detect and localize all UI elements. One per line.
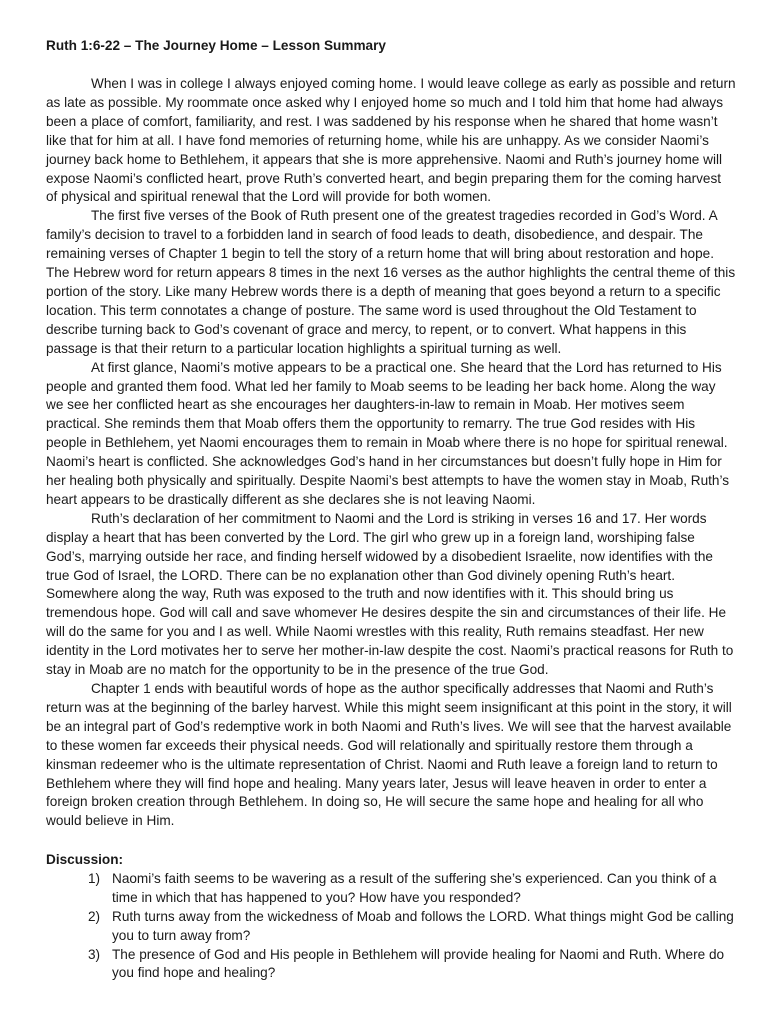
discussion-question-1: [46, 870, 736, 908]
question-text: Naomi’s faith seems to be wavering as a result of the suffering she’s experienced. Can you think of a time in which that has happened to you? How have you responded?: [112, 870, 717, 905]
document-title: Ruth 1:6-22 – The Journey Home – Lesson Summary: [46, 38, 386, 53]
discussion-question-3: [46, 946, 736, 984]
question-number: 1): [88, 870, 101, 886]
question-text: Ruth turns away from the wickedness of Moab and follows the LORD. What things might God be calling you to turn away from?: [112, 908, 734, 943]
question-number: 3): [88, 946, 101, 962]
question-text: The presence of God and His people in Bethlehem will provide healing for Naomi and Ruth. Where do you find hope and healing?: [112, 946, 725, 981]
lesson-summary-body: [46, 75, 736, 831]
discussion-question-2: [46, 908, 736, 946]
paragraph-5: Chapter 1 ends with beautiful words of hope as the author specifically addresses that Naomi and Ruth’s return was at the beginning of the barley harvest. While this might seem insignificant at this point in the story, it will be an integral part of God’s redemptive work in both Naomi and Ruth’s lives. We will see that the harvest available to these women far exceeds their physical needs. God will relationally and spiritually restore them through a kinsman redeemer who is the ultimate representation of Christ. Naomi and Ruth leave a foreign land to return to Bethlehem where they will find hope and healing. Many years later, Jesus will leave heaven in order to enter a foreign broken creation through Bethlehem. In doing so, He will secure the same hope and healing for all who would believe in Him.: [46, 681, 732, 829]
discussion-question-list: [46, 870, 736, 983]
paragraph-3: At first glance, Naomi’s motive appears to be a practical one. She heard that the Lord has returned to His people and granted them food. What led her family to Moab seems to be leading her back home. Along the way we see her conflicted heart as she encourages her daughters-in-law to remain in Moab. Her motives seem practical. She reminds them that Moab offers them the opportunity to remarry. The true God resides with His people in Bethlehem, yet Naomi encourages them to remain in Moab where there is no hope for spiritual renewal. Naomi’s heart is conflicted. She acknowledges God’s hand in her circumstances but doesn’t fully hope in Him for her healing both physically and spiritually. Despite Naomi’s best attempts to have the women stay in Moab, Ruth’s heart appears to be drastically different as she declares she is not leaving Naomi.: [46, 359, 730, 507]
paragraph-1: When I was in college I always enjoyed coming home. I would leave college as early as possible and return as late as possible. My roommate once asked why I enjoyed home so much and I told him that home had always been a place of comfort, familiarity, and rest. I was saddened by his response when he shared that home wasn’t like that for him at all. I have fond memories of returning home, while his are unhappy. As we consider Naomi’s journey back home to Bethlehem, it appears that she is more apprehensive. Naomi and Ruth’s journey home will expose Naomi’s conflicted heart, prove Ruth’s converted heart, and begin preparing them for the coming harvest of physical and spiritual renewal that the Lord will provide for both women.: [46, 76, 736, 205]
question-number: 2): [88, 908, 101, 924]
paragraph-4: Ruth’s declaration of her commitment to Naomi and the Lord is striking in verses 16 and 17. Her words display a heart that has been converted by the Lord. The girl who grew up in a foreign land, worshiping false God’s, marrying outside her race, and finding herself widowed by a disobedient Israelite, now identifies with the true God of Israel, the LORD. There can be no explanation other than God divinely opening Ruth’s heart. Somewhere along the way, Ruth was exposed to the truth and now identifies with it. This should bring us tremendous hope. God will call and save whomever He desires despite the sin and circumstances of their life. He will do the same for you and I as well. While Naomi wrestles with this reality, Ruth remains steadfast. Her new identity in the Lord motivates her to serve her mother-in-law despite the cost. Naomi’s practical reasons for Ruth to stay in Moab are no match for the opportunity to be in the presence of the true God.: [46, 510, 734, 678]
discussion-heading: Discussion:: [46, 852, 124, 867]
discussion-section: [46, 851, 736, 983]
paragraph-2: The first five verses of the Book of Ruth present one of the greatest tragedies recorded in God’s Word. A family’s decision to travel to a forbidden land in search of food leads to death, disobedience, and despair. The remaining verses of Chapter 1 begin to tell the story of a return home that will bring about restoration and hope. The Hebrew word for return appears 8 times in the next 16 verses as the author highlights the central theme of this portion of the story. Like many Hebrew words there is a depth of meaning that goes beyond a return to a specific location. This term connotates a change of posture. The same word is used throughout the Old Testament to describe turning back to God’s covenant of grace and mercy, to repent, or to convert. What happens in this passage is that their return to a particular location highlights a spiritual turning as well.: [46, 208, 736, 356]
